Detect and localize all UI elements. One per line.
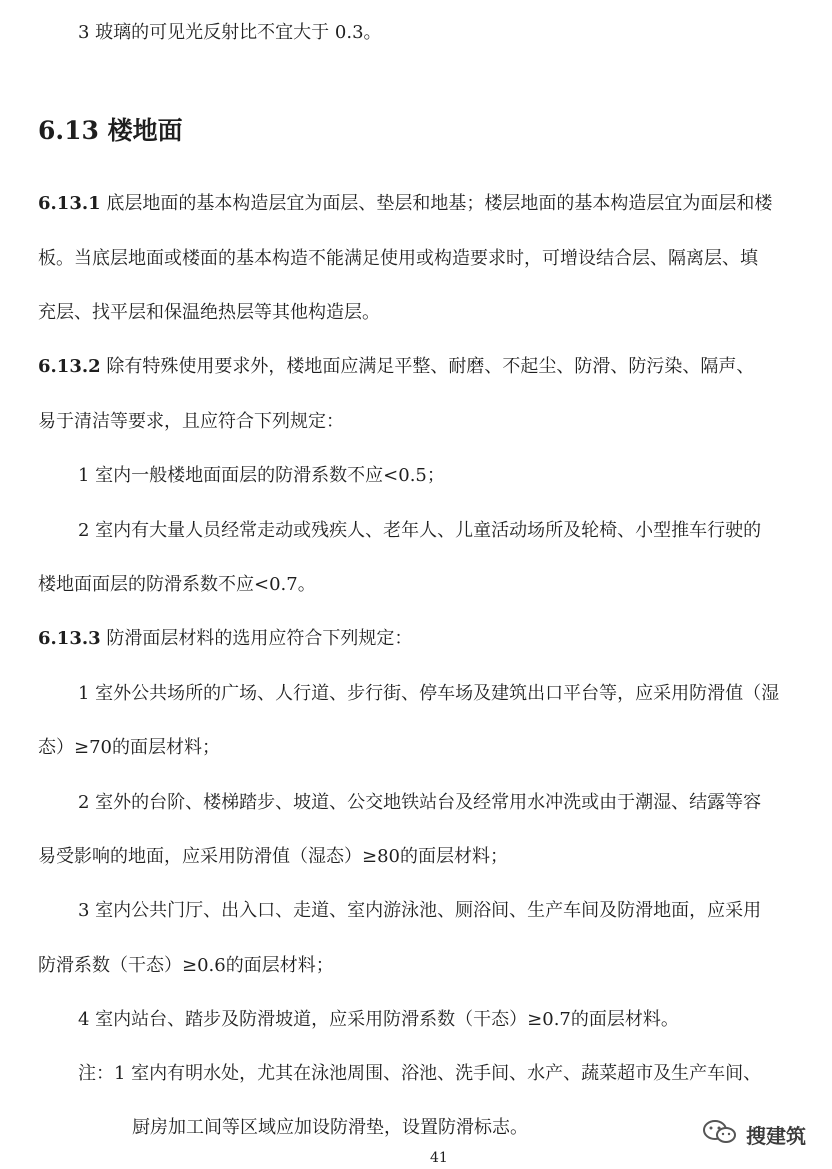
clause-number: 6.13.1: [38, 193, 101, 214]
list-item-continuation: 楼地面面层的防滑系数不应<0.7。: [38, 574, 316, 595]
list-item: 1 室内一般楼地面面层的防滑系数不应<0.5；: [78, 465, 445, 486]
list-item-continuation: 防滑系数（干态）≥0.6的面层材料；: [38, 955, 334, 976]
list-item-continuation: 易受影响的地面，应采用防滑值（湿态）≥80的面层材料；: [38, 846, 508, 867]
clause-line: 板。当底层地面或楼面的基本构造不能满足使用或构造要求时，可增设结合层、隔离层、填: [38, 248, 758, 269]
clause-line: 6.13.2 除有特殊使用要求外，楼地面应满足平整、耐磨、不起尘、防滑、防污染、隔声、: [38, 356, 755, 377]
clause-number: 6.13.3: [38, 628, 101, 649]
list-item: 4 室内站台、踏步及防滑坡道，应采用防滑系数（干态）≥0.7的面层材料。: [78, 1009, 679, 1030]
page-number: 41: [430, 1150, 448, 1166]
note-line: 厨房加工间等区域应加设防滑垫，设置防滑标志。: [132, 1117, 528, 1138]
carryover-line: 3 玻璃的可见光反射比不宜大于 0.3。: [78, 22, 382, 43]
clause-line: 6.13.1 底层地面的基本构造层宜为面层、垫层和地基；楼层地面的基本构造层宜为面层和楼: [38, 193, 773, 214]
wechat-icon: [700, 1119, 740, 1149]
list-item-continuation: 态）≥70的面层材料；: [38, 737, 220, 758]
section-heading: 6.13 楼地面: [38, 116, 183, 145]
clause-line: 易于清洁等要求，且应符合下列规定：: [38, 411, 344, 432]
watermark-text: 搜建筑: [746, 1123, 806, 1148]
list-item: 2 室内有大量人员经常走动或残疾人、老年人、儿童活动场所及轮椅、小型推车行驶的: [78, 520, 762, 541]
watermark: [700, 1118, 806, 1150]
clause-line: 6.13.3 防滑面层材料的选用应符合下列规定：: [38, 628, 413, 649]
clause-number: 6.13.2: [38, 356, 101, 377]
list-item: 3 室内公共门厅、出入口、走道、室内游泳池、厕浴间、生产车间及防滑地面，应采用: [78, 900, 762, 921]
list-item: 2 室外的台阶、楼梯踏步、坡道、公交地铁站台及经常用水冲洗或由于潮湿、结露等容: [78, 792, 762, 813]
note-line: 注：1 室内有明水处，尤其在泳池周围、浴池、洗手间、水产、蔬菜超市及生产车间、: [78, 1063, 762, 1084]
clause-line: 充层、找平层和保温绝热层等其他构造层。: [38, 302, 380, 323]
list-item: 1 室外公共场所的广场、人行道、步行街、停车场及建筑出口平台等，应采用防滑值（湿: [78, 683, 780, 704]
